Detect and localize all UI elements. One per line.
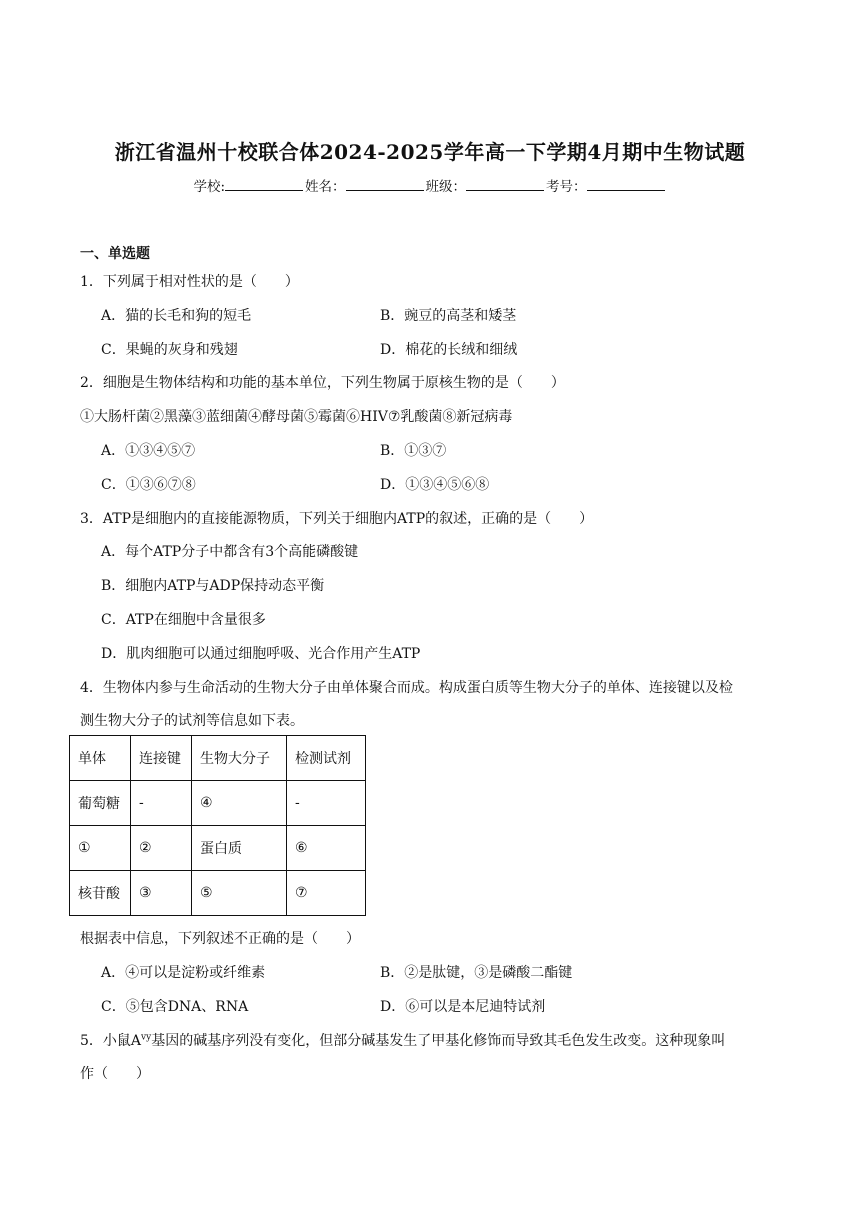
table-cell: ③ (131, 871, 192, 916)
question-4-option-a: A．④可以是淀粉或纤维素 (101, 965, 266, 981)
question-3-option-a: A．每个ATP分子中都含有3个高能磷酸键 (101, 544, 359, 560)
name-label: 姓名： (305, 179, 346, 195)
class-blank[interactable] (466, 178, 544, 191)
table-cell: ④ (192, 781, 287, 826)
question-4-stem-line-2: 测生物大分子的试剂等信息如下表。 (80, 713, 304, 729)
table-cell: 核苷酸 (70, 871, 131, 916)
table-header-row (70, 736, 366, 781)
table-row (70, 826, 366, 871)
class-label: 班级： (425, 179, 467, 195)
question-2-option-c: C．①③⑥⑦⑧ (101, 477, 196, 493)
question-2-list: ①大肠杆菌②黑藻③蓝细菌④酵母菌⑤霉菌⑥HIV⑦乳酸菌⑧新冠病毒 (80, 409, 513, 425)
table-header-cell: 单体 (70, 736, 131, 781)
question-5-stem-post: 基因的碱基序列没有变化，但部分碱基发生了甲基化修饰而导致其毛色发生改变。这种现象叫 (151, 1033, 726, 1049)
table-cell: - (131, 781, 192, 826)
table-header-cell: 连接键 (131, 736, 192, 781)
question-4-stem-line-1: 4．生物体内参与生命活动的生物大分子由单体聚合而成。构成蛋白质等生物大分子的单体、连接键以及检 (80, 680, 733, 696)
question-1-option-a: A．猫的长毛和狗的短毛 (101, 308, 252, 324)
question-2-option-b: B．①③⑦ (380, 443, 447, 459)
table-header-cell: 生物大分子 (192, 736, 287, 781)
table-cell: ⑤ (192, 871, 287, 916)
question-3-option-c: C．ATP在细胞中含量很多 (101, 612, 266, 628)
table-row (70, 781, 366, 826)
table-cell: ② (131, 826, 192, 871)
question-1-option-c: C．果蝇的灰身和残翅 (101, 342, 238, 358)
exam-no-blank[interactable] (587, 178, 665, 191)
question-5-stem-line-1 (80, 1030, 725, 1050)
section-heading: 一、单选题 (80, 246, 150, 262)
table-header-cell: 检测试剂 (287, 736, 366, 781)
school-blank[interactable] (225, 178, 303, 191)
question-1-option-d: D．棉花的长绒和细绒 (380, 342, 518, 358)
monomer-table (69, 735, 366, 916)
question-4-follow-up: 根据表中信息，下列叙述不正确的是（ ） (80, 931, 360, 947)
name-blank[interactable] (346, 178, 424, 191)
table-cell: - (287, 781, 366, 826)
question-3-stem: 3．ATP是细胞内的直接能源物质，下列关于细胞内ATP的叙述，正确的是（ ） (80, 511, 594, 527)
question-3-option-d: D．肌肉细胞可以通过细胞呼吸、光合作用产生ATP (101, 646, 421, 662)
question-4-option-d: D．⑥可以是本尼迪特试剂 (380, 999, 546, 1015)
student-info-line (0, 175, 860, 195)
school-label: 学校: (193, 179, 226, 195)
question-2-option-d: D．①③④⑤⑥⑧ (380, 477, 490, 493)
question-4-option-b: B．②是肽键，③是磷酸二酯键 (380, 965, 573, 981)
question-1-option-b: B．豌豆的高茎和矮茎 (380, 308, 517, 324)
question-1-stem: 1．下列属于相对性状的是（ ） (80, 274, 299, 290)
table-cell: ⑦ (287, 871, 366, 916)
page-title: 浙江省温州十校联合体2024-2025学年高一下学期4月期中生物试题 (114, 140, 746, 164)
question-5-superscript: vy (141, 1032, 152, 1043)
question-3-option-b: B．细胞内ATP与ADP保持动态平衡 (101, 578, 325, 594)
question-5-stem-pre: 5．小鼠A (80, 1033, 142, 1049)
table-cell: 蛋白质 (192, 826, 287, 871)
table-cell: ① (70, 826, 131, 871)
question-2-stem: 2．细胞是生物体结构和功能的基本单位，下列生物属于原核生物的是（ ） (80, 375, 565, 391)
question-2-option-a: A．①③④⑤⑦ (101, 443, 196, 459)
table-cell: 葡萄糖 (70, 781, 131, 826)
question-4-option-c: C．⑤包含DNA、RNA (101, 999, 249, 1015)
table-cell: ⑥ (287, 826, 366, 871)
exam-no-label: 考号： (546, 179, 587, 195)
question-5-stem-line-2: 作（ ） (80, 1066, 150, 1082)
table-row (70, 871, 366, 916)
